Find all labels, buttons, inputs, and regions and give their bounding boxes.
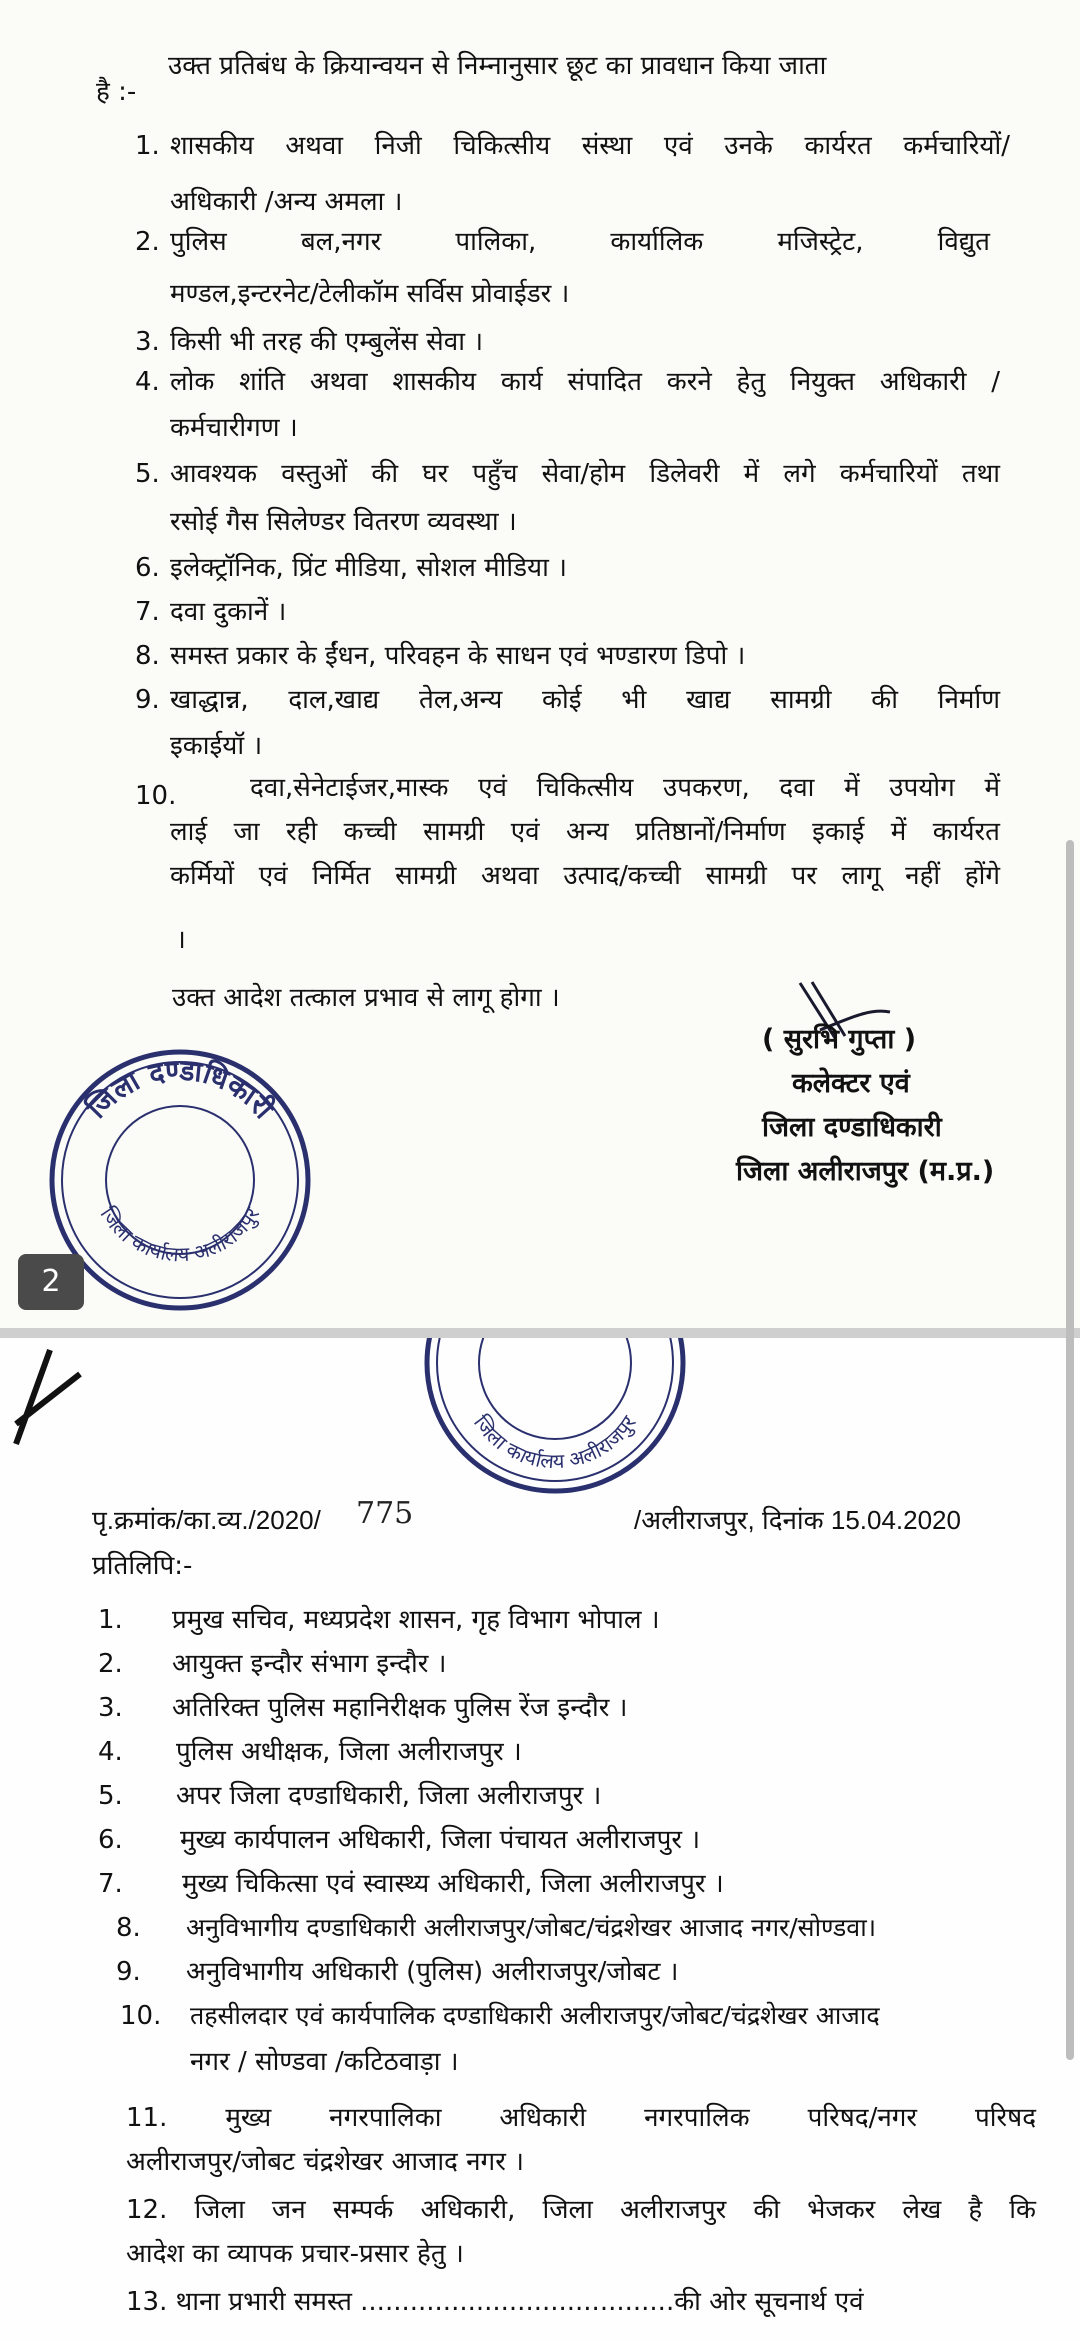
- item-number: 4.: [135, 367, 160, 397]
- item-number: 1.: [98, 1605, 123, 1635]
- list-item-line: इलेक्ट्रॉनिक, प्रिंट मीडिया, सोशल मीडिया ।: [170, 553, 567, 583]
- list-item-line: किसी भी तरह की एम्बुलेंस सेवा ।: [170, 327, 484, 357]
- official-seal: [410, 1338, 700, 1508]
- page-divider: [0, 1328, 1080, 1338]
- signatory-designation: जिला दण्डाधिकारी: [762, 1112, 942, 1143]
- item-number: 7.: [98, 1869, 123, 1899]
- list-item-line: 11. मुख्य नगरपालिका अधिकारी नगरपालिक परिषद/नगर परिषद: [126, 2103, 1036, 2133]
- list-item-line: नगर / सोण्डवा /कटिठवाड़ा ।: [190, 2047, 459, 2077]
- list-item-line: दवा दुकानें ।: [170, 597, 287, 627]
- list-item-line: लाई जा रही कच्ची सामग्री एवं अन्य प्रतिष्ठानों/निर्माण इकाई में कार्यरत: [170, 817, 1000, 847]
- item-number: 3.: [135, 327, 160, 357]
- list-item-line: लोक शांति अथवा शासकीय कार्य संपादित करने हेतु नियुक्त अधिकारी /: [170, 367, 1000, 397]
- item-number: 2.: [98, 1649, 123, 1679]
- seal-text-bottom: जिला कार्यालय अलीराजपुर: [95, 1202, 265, 1267]
- page-number-badge: 2: [18, 1254, 84, 1310]
- handwritten-ref: 775: [356, 1496, 414, 1531]
- list-item-line: मण्डल,इन्टरनेट/टेलीकॉम सर्विस प्रोवाईडर ।: [170, 279, 570, 309]
- seal-text-top: जिला दण्डाधिकारी: [80, 1053, 281, 1125]
- svg-text:जिला कार्यालय अलीराजपुर: [96, 1202, 265, 1266]
- item-number: 10.: [135, 781, 177, 811]
- item-number: 4.: [98, 1737, 123, 1767]
- corner-mark: [10, 1344, 100, 1454]
- list-item-line: अनुविभागीय दण्डाधिकारी अलीराजपुर/जोबट/चंद्रशेखर आजाद नगर/सोण्डवा।: [186, 1913, 877, 1942]
- item-number: 5.: [135, 459, 160, 489]
- list-item-line: इकाईयॉ ।: [170, 731, 263, 761]
- list-item-line: तहसीलदार एवं कार्यपालिक दण्डाधिकारी अलीराजपुर/जोबट/चंद्रशेखर आजाद: [190, 2001, 880, 2030]
- list-item-line: शासकीय अथवा निजी चिकित्सीय संस्था एवं उनके कार्यरत कर्मचारियों/: [170, 131, 1010, 161]
- list-item-line: 13. थाना प्रभारी समस्त ......................................की ओर सूचनार्थ एवं: [126, 2287, 864, 2317]
- signatory-designation: कलेक्टर एवं: [792, 1068, 910, 1099]
- signatory-district: जिला अलीराजपुर (म.प्र.): [736, 1156, 995, 1187]
- document-page-2: [0, 1338, 1080, 2340]
- item-number: 7.: [135, 597, 160, 627]
- item-number: 2.: [135, 227, 160, 257]
- list-item-line: दवा,सेनेटाईजर,मास्क एवं चिकित्सीय उपकरण, दवा में उपयोग में: [250, 773, 1000, 803]
- list-item-line: मुख्य चिकित्सा एवं स्वास्थ्य अधिकारी, जिला अलीराजपुर ।: [182, 1869, 724, 1899]
- list-item-line: पुलिस अधीक्षक, जिला अलीराजपुर ।: [176, 1737, 522, 1767]
- list-item-line: आवश्यक वस्तुओं की घर पहुँच सेवा/होम डिलेवरी में लगे कर्मचारियों तथा: [170, 459, 1000, 489]
- list-item-line: समस्त प्रकार के ईंधन, परिवहन के साधन एवं भण्डारण डिपो ।: [170, 641, 746, 671]
- reference-number: पृ.क्रमांक/का.व्य./2020/: [92, 1505, 321, 1535]
- item-number: 3.: [98, 1693, 123, 1723]
- list-item-line: अतिरिक्त पुलिस महानिरीक्षक पुलिस रेंज इन्दौर ।: [172, 1693, 628, 1723]
- list-item-line: ।: [176, 925, 186, 955]
- list-item-line: अधिकारी /अन्य अमला ।: [170, 187, 403, 217]
- list-item-line: आयुक्त इन्दौर संभाग इन्दौर ।: [172, 1649, 447, 1679]
- place-date: /अलीराजपुर, दिनांक 15.04.2020: [634, 1505, 961, 1535]
- copy-heading: प्रतिलिपि:-: [92, 1551, 193, 1581]
- item-number: 10.: [120, 2001, 162, 2031]
- list-item-line: पुलिस बल,नगर पालिका, कार्यालिक मजिस्ट्रेट, विद्युत: [170, 227, 990, 257]
- list-item-line: अनुविभागीय अधिकारी (पुलिस) अलीराजपुर/जोबट ।: [186, 1957, 679, 1987]
- closing-statement: उक्त आदेश तत्काल प्रभाव से लागू होगा ।: [172, 983, 560, 1013]
- item-number: 9.: [135, 685, 160, 715]
- list-item-line: प्रमुख सचिव, मध्यप्रदेश शासन, गृह विभाग भोपाल ।: [172, 1605, 660, 1635]
- item-number: 6.: [98, 1825, 123, 1855]
- list-item-line: मुख्य कार्यपालन अधिकारी, जिला पंचायत अलीराजपुर ।: [180, 1825, 701, 1855]
- seal-text-bottom: जिला कार्यालय अलीराजपुर: [469, 1410, 641, 1474]
- item-number: 9.: [116, 1957, 141, 1987]
- list-item-line: अपर जिला दण्डाधिकारी, जिला अलीराजपुर ।: [176, 1781, 602, 1811]
- svg-text:जिला दण्डाधिकारी: [80, 1053, 282, 1126]
- item-number: 8.: [116, 1913, 141, 1943]
- scrollbar[interactable]: [1066, 840, 1074, 2060]
- list-item-line: खाद्धान्न, दाल,खाद्य तेल,अन्य कोई भी खाद्य सामग्री की निर्माण: [170, 685, 1000, 715]
- item-number: 5.: [98, 1781, 123, 1811]
- item-number: 8.: [135, 641, 160, 671]
- list-item-line: अलीराजपुर/जोबट चंद्रशेखर आजाद नगर ।: [126, 2147, 524, 2177]
- list-item-line: कर्मचारीगण ।: [170, 413, 298, 443]
- signatory-name: ( सुरभि गुप्ता ): [762, 1024, 917, 1055]
- item-number: 1.: [135, 131, 160, 161]
- list-item-line: 12. जिला जन सम्पर्क अधिकारी, जिला अलीराजपुर की भेजकर लेख है कि: [126, 2195, 1036, 2225]
- intro-line-2: है :-: [96, 77, 137, 107]
- item-number: 6.: [135, 553, 160, 583]
- list-item-line: आदेश का व्यापक प्रचार-प्रसार हेतु ।: [126, 2239, 464, 2269]
- list-item-line: रसोई गैस सिलेण्डर वितरण व्यवस्था ।: [170, 507, 517, 537]
- list-item-line: कर्मियों एवं निर्मित सामग्री अथवा उत्पाद/कच्ची सामग्री पर लागू नहीं होंगे: [170, 861, 1000, 891]
- intro-line-1: उक्त प्रतिबंध के क्रियान्वयन से निम्नानुसार छूट का प्रावधान किया जाता: [168, 51, 827, 81]
